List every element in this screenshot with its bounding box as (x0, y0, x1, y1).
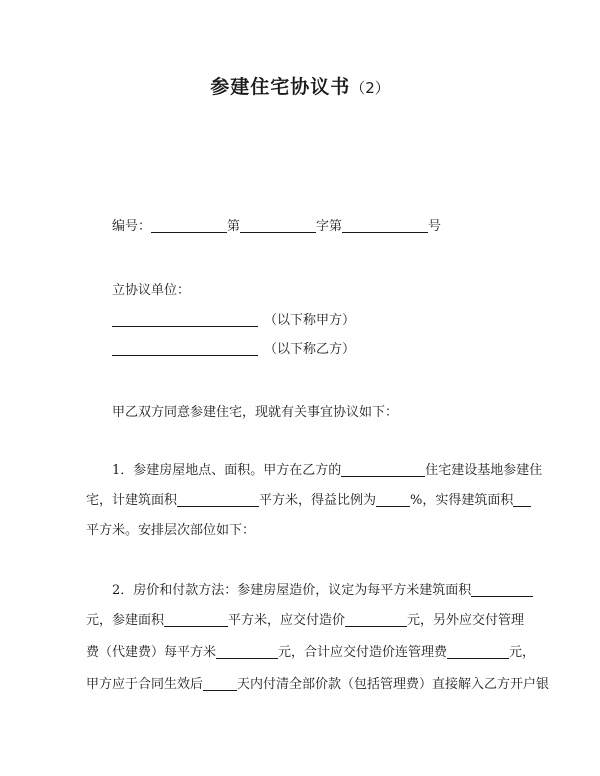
clause2-text: 元，参建面积 (86, 613, 165, 628)
blank-field (341, 462, 425, 477)
clause1-text: 宅，计建筑面积 (86, 493, 178, 508)
title-suffix: （2） (350, 79, 390, 97)
blank-field (240, 218, 316, 233)
party-a-line (112, 312, 355, 330)
clause2-text: 2．房价和付款方法：参建房屋造价，议定为每平方米建筑面积 (112, 583, 472, 598)
number-label: 编号： (112, 219, 152, 234)
party-b-line (112, 341, 355, 359)
clause2-line1 (112, 582, 533, 600)
clause1-line3: 平方米。安排层次部位如下： (86, 523, 256, 538)
intro-paragraph: 甲乙双方同意参建住宅，现就有关事宜协议如下： (112, 405, 399, 420)
clause1-text: 平方米，得益比例为 (259, 493, 377, 508)
blank-field (151, 218, 227, 233)
number-hao: 号 (428, 219, 442, 234)
blank-field (216, 644, 278, 659)
number-line (112, 218, 441, 236)
blank-field (513, 492, 531, 507)
clause2-text: 元，另外应交付管理 (407, 613, 525, 628)
clause2-text: 天内付清全部价款（包括管理费）直接解入乙方开户银 (237, 677, 550, 692)
parties-label: 立协议单位： (112, 283, 191, 298)
number-di: 第 (227, 219, 241, 234)
blank-field (342, 218, 428, 233)
clause2-text: 元， (509, 645, 536, 660)
number-zidi: 字第 (316, 219, 343, 234)
party-a-note: （以下称甲方） (264, 313, 356, 328)
blank-field (203, 676, 237, 691)
clause2-text: 甲方应于合同生效后 (86, 677, 204, 692)
clause1-text: 住宅建设基地参建住 (425, 463, 543, 478)
document-title (0, 72, 600, 99)
clause2-text: 平方米，应交付造价 (228, 613, 346, 628)
blank-field (112, 312, 258, 327)
clause2-line3 (86, 644, 535, 662)
party-b-note: （以下称乙方） (264, 342, 356, 357)
clause1-line1 (112, 462, 542, 480)
clause1-text: 1．参建房屋地点、面积。甲方在乙方的 (112, 463, 342, 478)
clause2-text: 费（代建费）每平方米 (86, 645, 217, 660)
blank-field (177, 492, 259, 507)
blank-field (471, 582, 533, 597)
clause2-line2 (86, 612, 524, 630)
clause2-text: 元，合计应交付造价连管理费 (278, 645, 448, 660)
title-main: 参建住宅协议书 (210, 76, 351, 98)
blank-field (112, 341, 258, 356)
blank-field (345, 612, 407, 627)
blank-field (164, 612, 228, 627)
clause1-line2 (86, 492, 531, 510)
blank-field (447, 644, 509, 659)
blank-field (376, 492, 410, 507)
clause2-line4 (86, 676, 549, 694)
clause1-text: %，实得建筑面积 (410, 493, 514, 508)
